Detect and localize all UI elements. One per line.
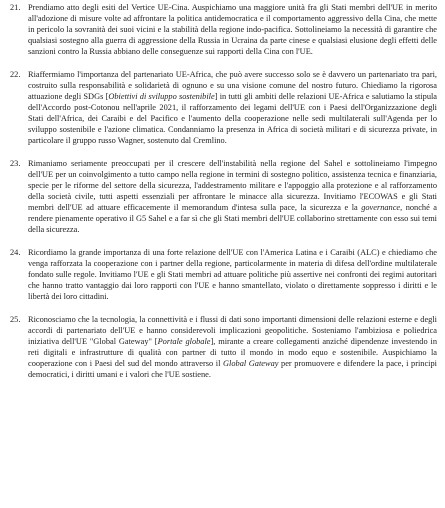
paragraph-21	[10, 2, 437, 57]
paragraph-text	[28, 158, 437, 235]
paragraph-text-segment: Riaffermiamo l'importanza del partenariato UE-Africa, che può avere successo solo se è davvero un partenariato tra pari, costruito sulla responsabilità e solidarietà di ognuno e su una visione comune del nostro futuro. Chiediamo la rigorosa attuazione degli SDGs [	[28, 69, 437, 101]
paragraph-22	[10, 69, 437, 146]
paragraph-25	[10, 314, 437, 380]
paragraph-text	[28, 69, 437, 146]
paragraph-number: 22.	[10, 69, 21, 79]
paragraph-text-segment: Ricordiamo la grande importanza di una forte relazione dell'UE con l'America Latina e i Caraibi (ALC) e chiediamo che venga rafforzata la cooperazione con i partner della regione, particolarmente in materia di difesa dell'ordine multilaterale fondato sulle regole. Invitiamo l'UE e gli Stati membri ad attuare politiche più assertive nei confronti dei regimi autoritari che hanno tratto vantaggio dai loro rapporti con l'UE e hanno smantellato, violato o direttamente soppresso i diritti e le libertà dei loro cittadini.	[28, 247, 437, 301]
paragraph-23	[10, 158, 437, 235]
paragraph-text-segment: Rimaniamo seriamente preoccupati per il crescere dell'instabilità nella regione del Sahel e sottolineiamo l'impegno dell'UE per un coinvolgimento a tutto campo nella regione in termini di sostegno politico, assistenza tecnica e finanziaria, specie per le riforme del settore della sicurezza, l'addestramento militare e l'appoggio alla protezione e al rafforzamento della società civile, tutti aspetti essenziali per affrontare le minacce alla sicurezza. Invitiamo l'ECOWAS e gli Stati membri dell'UE ad attuare efficacemente il memorandum d'intesa sulla pace, la sicurezza e la	[28, 158, 437, 212]
paragraph-text-segment-italic: Global Gateway	[223, 358, 279, 368]
paragraph-text-segment-italic: Obiettivi di sviluppo sostenibile	[108, 91, 215, 101]
paragraph-text-segment: Prendiamo atto degli esiti del Vertice UE-Cina. Auspichiamo una maggiore unità fra gli Stati membri dell'UE in merito all'adozione di misure volte ad affrontare la politica antidemocratica e il comportamento aggressivo della Cina, che mette in pericolo la sovranità dei suoi vicini e la stabilità della regione indo-pacifica. Sottolineiamo la necessità di garantire che qualsiasi sostegno alla guerra di aggressione della Russia in Ucraina da parte cinese e qualsiasi elusione degli effetti delle sanzioni contro la Russia abbiano delle conseguenze sui rapporti della Cina con l'UE.	[28, 3, 437, 57]
paragraph-number: 23.	[10, 158, 21, 168]
paragraph-text-segment-italic: governance	[361, 202, 401, 212]
paragraph-text	[28, 2, 437, 57]
paragraph-number: 21.	[10, 3, 21, 12]
paragraph-text	[28, 314, 437, 380]
paragraph-text-segment: , nonché a rendere pienamente operativo il G5 Sahel e a far sì che gli Stati membri dell'UE collaborino strettamente con esso sui temi della sicurezza.	[28, 202, 437, 235]
paragraph-text-segment-italic: Portale globale	[157, 336, 211, 346]
paragraph-text-segment: per promuovere e difendere la pace, i principi democratici, i diritti umani e i valori che l'UE sostiene.	[28, 358, 437, 379]
paragraph-24	[10, 247, 437, 302]
paragraph-text	[28, 247, 437, 302]
paragraph-text-segment: ], mirante a creare collegamenti anziché dipendenze investendo in reti digitali e infrastrutture di qualità con partner di tutto il mondo in modo equo e sostenibile. Auspichiamo la cooperazione con i Paesi del sud del mondo attraverso il	[28, 336, 437, 368]
paragraph-text-segment: ] in tutti gli ambiti delle relazioni UE-Africa e salutiamo la stipula dell'Accordo post-Cotonou nell'aprile 2021, il rafforzamento dei legami dell'UE con i Paesi dell'Organizzazione degli Stati dell'Africa, dei Caraibi e del Pacifico e l'aumento della cooperazione nelle sedi multilaterali sull'Agenda per lo sviluppo sostenibile e l'azione climatica. Condanniamo la presenza in Africa di società militari e di sicurezza private, in particolare il gruppo russo Wagner, sostenuto dal Cremlino.	[28, 91, 438, 146]
paragraph-number: 24.	[10, 247, 21, 257]
paragraph-number: 25.	[10, 314, 21, 324]
paragraph-text-segment: Riconosciamo che la tecnologia, la connettività e i flussi di dati sono importanti dimensioni delle relazioni esterne e degli accordi di partenariato dell'UE e hanno considerevoli implicazioni geopolitiche. Sosteniamo l'ambiziosa e poliedrica iniziativa dell'UE "Global Gateway" [	[28, 314, 437, 346]
